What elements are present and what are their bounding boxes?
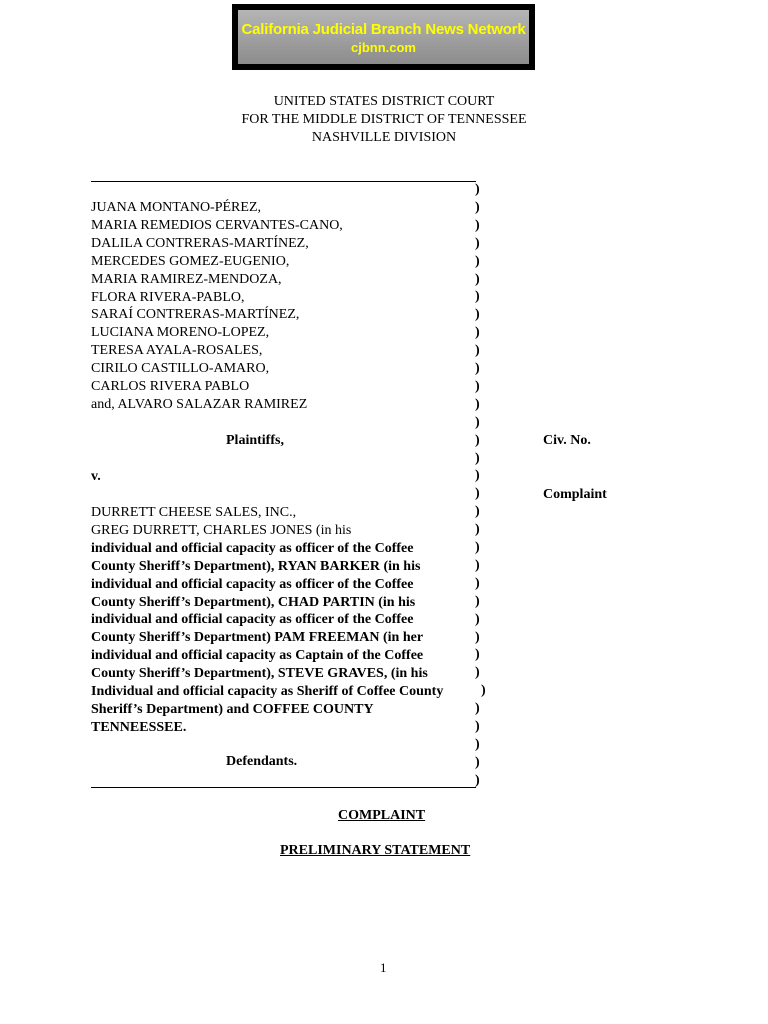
caption-paren: )	[475, 701, 480, 717]
caption-paren: )	[475, 289, 480, 305]
plaintiff-name: JUANA MONTANO-PÉREZ,	[91, 200, 261, 215]
caption-paren: )	[475, 343, 480, 359]
court-district: FOR THE MIDDLE DISTRICT OF TENNESSEE	[241, 112, 527, 127]
defendant-line: individual and official capacity as Captain of the Coffee	[91, 648, 424, 664]
plaintiff-name: CIRILO CASTILLO-AMARO,	[91, 361, 270, 377]
defendant-line: County Sheriff’s Department) PAM FREEMAN (in her	[91, 630, 424, 646]
caption-top-rule	[91, 181, 476, 182]
plaintiff-name: SARAÍ CONTRERAS-MARTÍNEZ,	[91, 307, 300, 323]
caption-paren: )	[475, 307, 480, 323]
site-banner[interactable]	[232, 4, 535, 70]
caption-paren: )	[481, 683, 486, 699]
plaintiff-name: and, ALVARO SALAZAR RAMIREZ	[91, 396, 308, 412]
preliminary-statement-heading: PRELIMINARY STATEMENT	[280, 843, 471, 858]
plaintiff-name: LUCIANA MORENO-LOPEZ,	[91, 325, 270, 341]
caption-paren: )	[475, 504, 480, 520]
caption-paren: )	[475, 235, 480, 251]
caption-paren: )	[475, 414, 480, 430]
defendant-line: individual and official capacity as officer of the Coffee	[91, 576, 414, 592]
caption-paren: )	[475, 378, 480, 394]
caption-paren: )	[475, 468, 480, 484]
complaint-heading: COMPLAINT	[338, 808, 426, 823]
caption-paren: )	[475, 271, 480, 287]
caption-paren: )	[475, 772, 480, 788]
caption-paren: )	[475, 486, 480, 502]
defendant-line: DURRETT CHEESE SALES, INC.,	[91, 505, 297, 520]
caption-paren: )	[475, 432, 480, 448]
caption-paren: )	[475, 450, 480, 466]
plaintiff-name: MARIA RAMIREZ-MENDOZA,	[91, 271, 282, 287]
plaintiff-name: DALILA CONTRERAS-MARTÍNEZ,	[91, 235, 309, 251]
defendant-line: Sheriff’s Department) and COFFEE COUNTY	[91, 701, 374, 717]
caption-paren: )	[475, 575, 480, 591]
defendant-line: TENNEESSEE.	[91, 719, 187, 735]
page-number: 1	[380, 960, 387, 975]
caption-paren: )	[475, 665, 480, 681]
defendant-line: County Sheriff’s Department), STEVE GRAVES, (in his	[91, 666, 428, 682]
caption-paren: )	[475, 325, 480, 341]
court-name: UNITED STATES DISTRICT COURT	[273, 94, 495, 109]
caption-paren: )	[475, 199, 480, 215]
defendant-line: County Sheriff’s Department), CHAD PARTIN (in his	[91, 594, 416, 610]
caption-paren: )	[475, 396, 480, 412]
defendant-line: Individual and official capacity as Sheriff of Coffee County	[91, 684, 444, 699]
banner-panel	[238, 10, 529, 64]
caption-paren: )	[475, 182, 480, 197]
defendant-line: individual and official capacity as officer of the Coffee	[91, 612, 414, 628]
caption-paren: )	[475, 593, 480, 609]
plaintiff-name: MERCEDES GOMEZ-EUGENIO,	[91, 253, 290, 269]
caption-paren: )	[475, 557, 480, 573]
caption-paren: )	[475, 540, 480, 555]
plaintiffs-label: Plaintiffs,	[226, 433, 284, 448]
complaint-type-label: Complaint	[543, 487, 607, 502]
caption-paren: )	[475, 736, 480, 752]
plaintiff-name: FLORA RIVERA-PABLO,	[91, 289, 245, 305]
plaintiff-name: MARIA REMEDIOS CERVANTES-CANO,	[91, 217, 343, 233]
plaintiff-name: CARLOS RIVERA PABLO	[91, 379, 250, 394]
banner-url[interactable]: cjbnn.com	[350, 40, 416, 55]
defendant-line: GREG DURRETT, CHARLES JONES (in his	[91, 522, 352, 538]
caption-paren: )	[475, 611, 480, 627]
caption-paren: )	[475, 361, 480, 376]
caption-paren: )	[475, 719, 480, 734]
defendant-line: County Sheriff’s Department), RYAN BARKER (in his	[91, 558, 421, 574]
caption-paren: )	[475, 754, 480, 770]
caption-paren: )	[475, 647, 480, 663]
banner-title: California Judicial Branch News Network	[241, 21, 526, 38]
caption-paren: )	[475, 217, 480, 233]
court-division: NASHVILLE DIVISION	[311, 130, 457, 145]
civil-number-label: Civ. No.	[543, 433, 591, 448]
versus-label: v.	[91, 469, 101, 484]
caption-paren: )	[475, 522, 480, 538]
defendant-line: individual and official capacity as officer of the Coffee	[91, 540, 414, 556]
caption-bottom-rule	[91, 787, 476, 788]
defendants-label: Defendants.	[226, 754, 298, 769]
caption-paren: )	[475, 253, 480, 269]
plaintiff-name: TERESA AYALA-ROSALES,	[91, 343, 263, 359]
caption-paren: )	[475, 629, 480, 645]
